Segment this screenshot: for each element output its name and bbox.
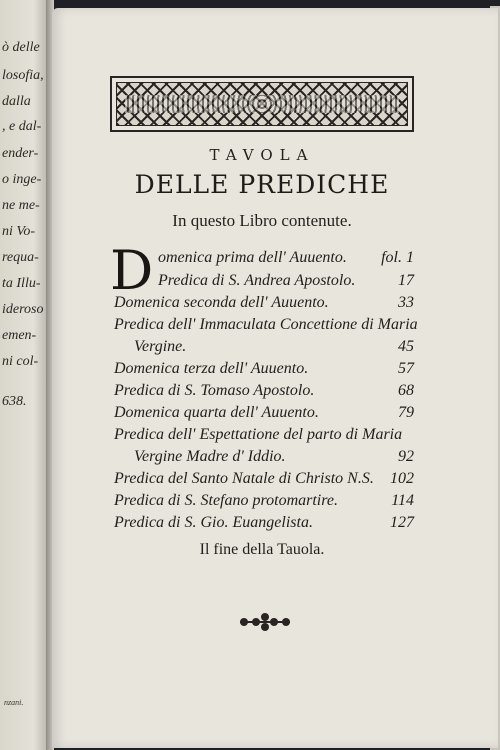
contents-entry: Predica dell' Immaculata Concettione di Maria bbox=[114, 316, 418, 333]
page-number: 33 bbox=[398, 294, 414, 311]
contents-entry: Vergine Madre d' Iddio. bbox=[134, 448, 286, 465]
contents-entry: Predica di S. Tomaso Apostolo. bbox=[114, 382, 315, 399]
contents-entry: Domenica seconda dell' Auuento. bbox=[114, 294, 329, 311]
contents-entry: Vergine. bbox=[134, 338, 187, 355]
tavola-heading: TAVOLA bbox=[209, 146, 315, 164]
page-number: 57 bbox=[398, 360, 414, 377]
page-number: 92 bbox=[398, 448, 414, 465]
left-page-line: ta Illu- bbox=[2, 276, 41, 291]
contents-entry: Predica di S. Gio. Euangelista. bbox=[114, 514, 313, 531]
page-number: 68 bbox=[398, 382, 414, 399]
left-page-line: ender- bbox=[2, 146, 39, 161]
tailpiece-ornament bbox=[236, 610, 294, 634]
left-page-footer: nzani. bbox=[4, 698, 24, 707]
left-page-line: ni col- bbox=[2, 354, 39, 369]
left-page-line: ò delle bbox=[2, 40, 40, 55]
left-page-line: emen- bbox=[2, 328, 37, 343]
closing-line: Il fine della Tauola. bbox=[199, 541, 325, 558]
contents-entry: Domenica terza dell' Auuento. bbox=[114, 360, 309, 377]
page-title: DELLE PREDICHE bbox=[134, 170, 390, 199]
left-page-line: ni Vo- bbox=[2, 224, 36, 239]
page-number: 79 bbox=[398, 404, 414, 421]
contents-entry: Predica del Santo Natale di Christo N.S. bbox=[114, 470, 374, 487]
left-page-line: , e dal- bbox=[2, 119, 42, 134]
contents-entry: Predica di S. Stefano protomartire. bbox=[114, 492, 338, 509]
page-number: 102 bbox=[390, 470, 414, 487]
left-page-line: losofia, bbox=[2, 68, 44, 83]
contents-entry: Predica di S. Andrea Apostolo. bbox=[158, 272, 356, 289]
left-page-line: dalla bbox=[2, 94, 31, 109]
contents-entry: Domenica quarta dell' Auuento. bbox=[114, 404, 319, 421]
left-page-line: 638. bbox=[2, 394, 27, 409]
contents-entry: omenica prima dell' Auuento. bbox=[158, 249, 347, 266]
left-page-line: requa- bbox=[2, 250, 39, 265]
page-number: 127 bbox=[390, 514, 414, 531]
page-subtitle: In questo Libro contenute. bbox=[172, 211, 352, 230]
left-page bbox=[0, 0, 48, 750]
page-number: 114 bbox=[391, 492, 414, 509]
page-number: fol. 1 bbox=[381, 249, 414, 266]
ornament-pattern bbox=[116, 82, 408, 126]
page-number: 17 bbox=[398, 272, 414, 289]
page-number: 45 bbox=[398, 338, 414, 355]
ornament-band bbox=[110, 76, 414, 132]
drop-cap: D bbox=[110, 239, 154, 302]
left-page-line: ne me- bbox=[2, 198, 40, 213]
contents-entry: Predica dell' Espettatione del parto di Maria bbox=[114, 426, 403, 443]
left-page-line: ideroso bbox=[2, 302, 44, 317]
left-page-line: o inge- bbox=[2, 172, 42, 187]
